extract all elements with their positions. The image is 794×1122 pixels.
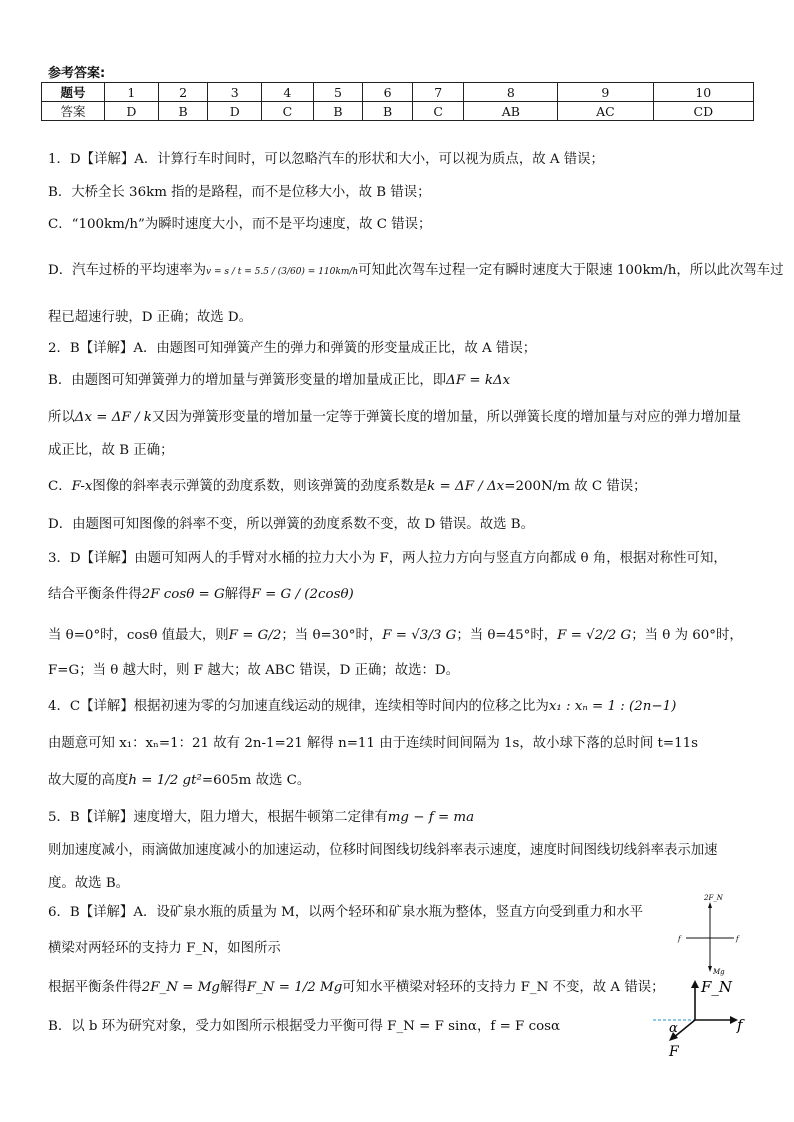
q4-line-b: 由题意可知 x₁：xₙ=1：21 故有 2n-1=21 解得 n=11 由于连续时间间隔为 1s，故小球下落的总时间 t=11s (48, 736, 699, 751)
page-heading: 参考答案: (48, 66, 106, 81)
label-f-left: f (678, 935, 681, 943)
label-mg: Mg (713, 968, 725, 976)
q3-line-c-part4: ；当 θ 为 60°时， (631, 628, 743, 643)
q3-line-c-part1: 当 θ=0°时，cosθ 值最大，则 (48, 628, 229, 643)
label-f-right: f (736, 935, 739, 943)
row-label-question: 题号 (42, 83, 105, 102)
answer-cell: D (105, 102, 159, 121)
q2-line-e-pre: 图像的斜率表示弹簧的劲度系数，则该弹簧的劲度系数是 (92, 479, 428, 494)
q1-line-a: 1．D【详解】A．计算行车时间时，可以忽略汽车的形状和大小，可以视为质点，故 A 错误； (48, 152, 604, 167)
formula-fx: F-x (71, 479, 93, 494)
q6-line-b: 横梁对两轻环的支持力 F_N，如图所示 (48, 941, 281, 956)
formula-delta-x: Δx = ΔF / k (74, 410, 152, 425)
q2-line-c (48, 409, 741, 427)
answer-cell: B (313, 102, 363, 121)
answer-cell: B (363, 102, 413, 121)
q3-line-b (48, 586, 354, 604)
formula-k: k = ΔF / Δx (427, 479, 505, 494)
q6-line-d: B．以 b 环为研究对象，受力如图所示根据受力平衡可得 F_N = F sinα，f = F cosα (48, 1019, 561, 1034)
formula-height: h = 1/2 gt² (128, 773, 202, 788)
q5-line-a-text: 5．B【详解】速度增大，阻力增大，根据牛顿第二定律有 (48, 810, 388, 825)
q2-line-c-pre: 所以 (48, 410, 75, 425)
label-2fn: 2F_N (704, 894, 723, 902)
q4-line-c-pre: 故大厦的高度 (48, 773, 129, 788)
force-diagram-whole (670, 890, 750, 980)
formula-newton: mg − f = ma (387, 810, 475, 825)
q3-line-d: F=G；当 θ 越大时，则 F 越大；故 ABC 错误，D 正确；故选：D。 (48, 663, 460, 678)
q3-line-c-part2: ；当 θ=30°时， (281, 628, 383, 643)
answer-cell: AC (558, 102, 653, 121)
q2-line-e: C．F-x图像的斜率表示弹簧的劲度系数，则该弹簧的劲度系数是k = ΔF / Δx=200N/m 故 C 错误； (48, 479, 647, 494)
formula-f-half-g: F = G/2 (228, 628, 282, 643)
question-number: 9 (558, 83, 653, 102)
answer-cell: CD (653, 102, 753, 121)
label-big-f: F (669, 1044, 679, 1060)
arrow-up-icon (708, 902, 712, 908)
question-number: 7 (412, 83, 464, 102)
q6-line-c-pre: 根据平衡条件得 (48, 980, 142, 995)
answer-cell: AB (464, 102, 558, 121)
answer-row (42, 102, 754, 121)
label-fn: F_N (701, 978, 733, 996)
question-number: 3 (208, 83, 262, 102)
q4-line-c (48, 772, 310, 790)
question-number: 6 (363, 83, 413, 102)
q6-line-c-mid: 解得 (219, 980, 247, 995)
row-label-answer: 答案 (42, 102, 105, 121)
question-number: 10 (653, 83, 753, 102)
formula-average-speed: v = s / t = 5.5 / (3/60) = 110km/h (206, 267, 359, 277)
question-number: 5 (313, 83, 363, 102)
formula-f-sqrt3: F = √3/3 G (382, 628, 457, 643)
formula-f-sqrt2: F = √2/2 G (557, 628, 632, 643)
q2-line-f: D．由题图可知图像的斜率不变，所以弹簧的劲度系数不变，故 D 错误。故选 B。 (48, 517, 534, 532)
q4-line-c-post: =605m 故选 C。 (201, 773, 311, 788)
q3-line-b-pre: 结合平衡条件得 (48, 587, 142, 602)
label-f: f (737, 1016, 743, 1034)
q3-line-c-part3: ；当 θ=45°时， (456, 628, 558, 643)
q6-line-c (48, 979, 665, 997)
q5-line-b: 则加速度减小，雨滴做加速度减小的加速运动，位移时间图线切线斜率表示速度，速度时间图线切线斜率表示加速 (48, 843, 718, 858)
answer-table (41, 82, 754, 121)
formula-2fn-mg: 2F_N = Mg (141, 980, 220, 995)
answer-cell: B (158, 102, 208, 121)
q3-line-a: 3．D【详解】由题可知两人的手臂对水桶的拉力大小为 F，两人拉力方向与竖直方向都成 θ 角，根据对称性可知， (48, 551, 727, 566)
formula-fn-half-mg: F_N = 1/2 Mg (246, 980, 343, 995)
formula-delta-f: ΔF = kΔx (446, 373, 511, 388)
q1-line-c: C．“100km/h”为瞬时速度大小，而不是平均速度，故 C 错误； (48, 217, 432, 232)
q6-line-c-post: 可知水平横梁对轻环的支持力 F_N 不变，故 A 错误； (342, 980, 665, 995)
label-alpha: α (669, 1021, 678, 1036)
q4-line-a-text: 4．C【详解】根据初速为零的匀加速直线运动的规律，连续相等时间内的位移之比为 (48, 699, 549, 714)
force-diagram-ring (645, 972, 755, 1062)
question-number: 4 (262, 83, 314, 102)
q3-line-b-mid: 解得 (224, 587, 252, 602)
q5-line-c: 度。故选 B。 (48, 876, 130, 891)
q1-line-e: 程已超速行驶，D 正确；故选 D。 (48, 310, 253, 325)
question-number-row (42, 83, 754, 102)
q2-line-c-post: 又因为弹簧形变量的增加量一定等于弹簧长度的增加量，所以弹簧长度的增加量与对应的弹力增加量 (151, 410, 742, 425)
q1-line-d-pre: D．汽车过桥的平均速率为 (48, 263, 207, 278)
q1-line-d (48, 262, 784, 281)
answer-cell: C (262, 102, 314, 121)
q5-line-a (48, 809, 474, 827)
q4-line-a (48, 698, 676, 716)
q2-line-a: 2．B【详解】A．由题图可知弹簧产生的弹力和弹簧的形变量成正比，故 A 错误； (48, 341, 537, 356)
answer-cell: C (412, 102, 464, 121)
q1-line-d-post: 可知此次驾车过程一定有瞬时速度大于限速 100km/h，所以此次驾车过 (358, 263, 784, 278)
q1-line-b: B．大桥全长 36km 指的是路程，而不是位移大小，故 B 错误； (48, 185, 431, 200)
q2-line-e-post: =200N/m 故 C 错误； (504, 479, 647, 494)
q2-line-d: 成正比，故 B 正确； (48, 443, 174, 458)
question-number: 1 (105, 83, 159, 102)
q6-line-a: 6．B【详解】A．设矿泉水瓶的质量为 M，以两个轻环和矿泉水瓶为整体，竖直方向受到重力和水平 (48, 905, 644, 920)
question-number: 8 (464, 83, 558, 102)
arrow-up-icon (691, 980, 699, 988)
answer-cell: D (208, 102, 262, 121)
formula-ratio: x₁ : xₙ = 1 : (2n−1) (548, 699, 677, 714)
question-number: 2 (158, 83, 208, 102)
formula-balance: 2F cosθ = G (141, 587, 225, 602)
formula-f-solution: F = G / (2cosθ) (251, 587, 354, 602)
q2-line-b-text: B．由题图可知弹簧弹力的增加量与弹簧形变量的增加量成正比，即 (48, 373, 447, 388)
q2-line-b (48, 372, 510, 390)
q3-line-c (48, 627, 743, 645)
